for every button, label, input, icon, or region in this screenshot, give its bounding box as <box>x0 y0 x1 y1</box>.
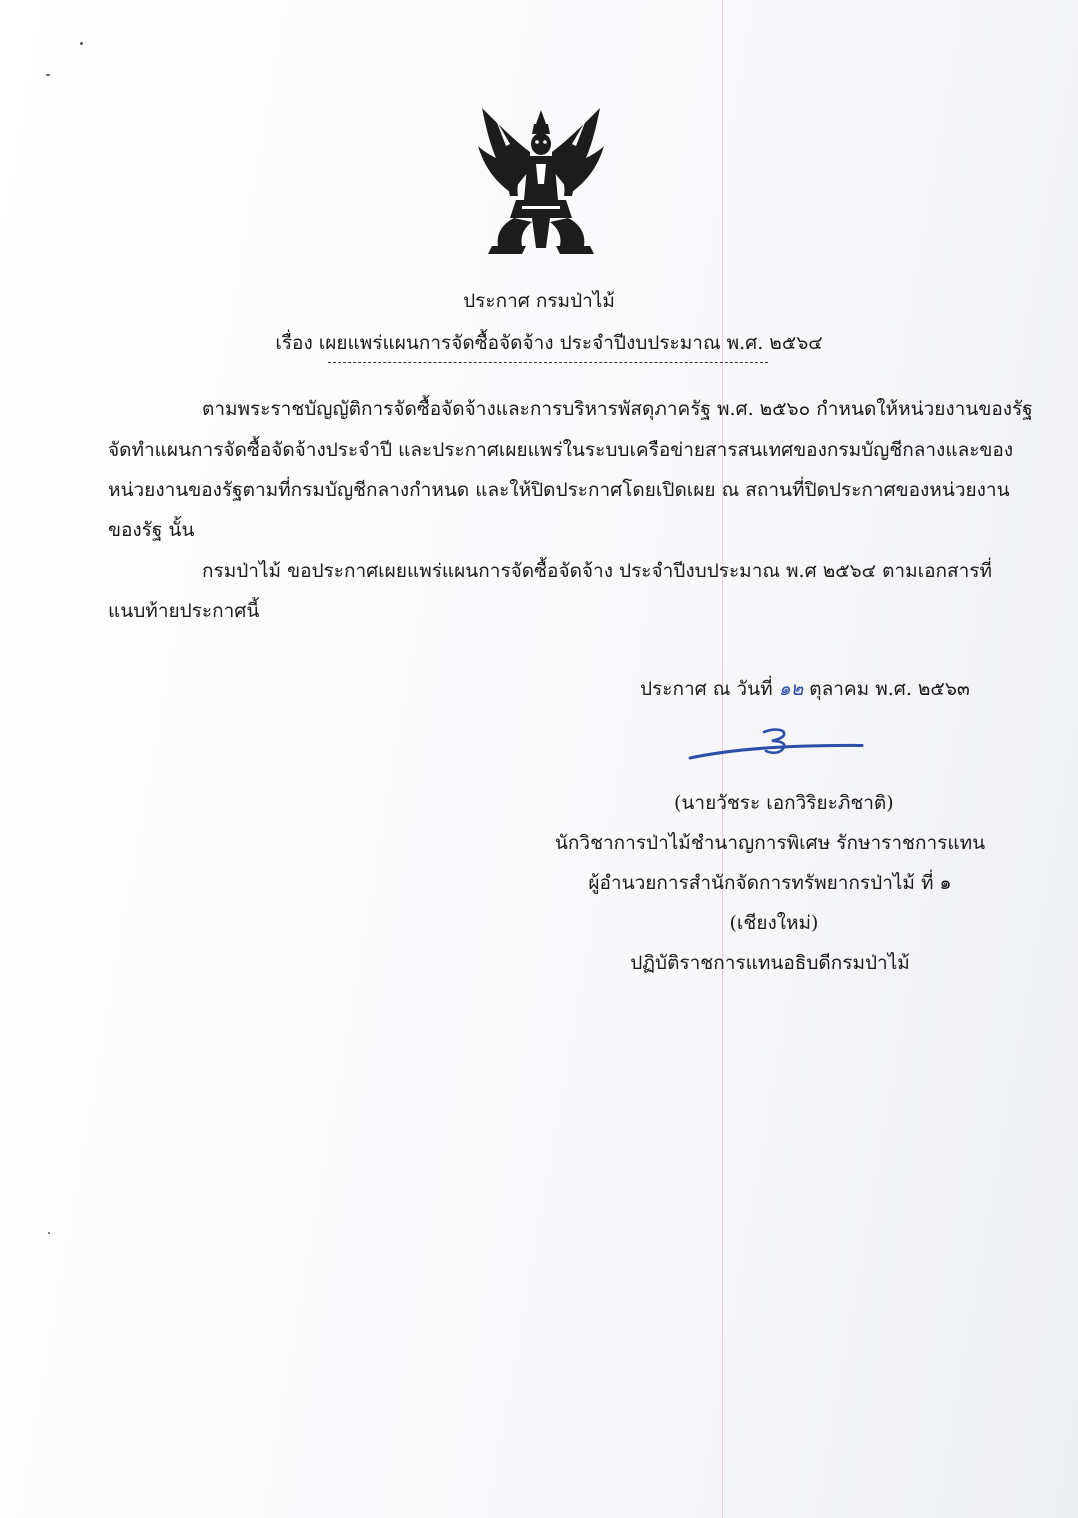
date-prefix: ประกาศ ณ วันที่ <box>640 678 773 700</box>
signer-position-4: ปฏิบัติราชการแทนอธิบดีกรมป่าไม้ <box>630 952 910 974</box>
signer-position-2: ผู้อำนวยการสำนักจัดการทรัพยากรป่าไม้ ที่ ๑ <box>588 872 952 894</box>
announcement-title: ประกาศ กรมป่าไม้ <box>463 290 615 312</box>
paragraph-2-line-1: กรมป่าไม้ ขอประกาศเผยแพร่แผนการจัดซื้อจัดจ้าง ประจำปีงบประมาณ พ.ศ ๒๕๖๔ ตามเอกสารที่ <box>202 560 993 582</box>
signer-name: (นายวัชระ เอกวิริยะภิชาติ) <box>674 792 894 814</box>
paragraph-2-line-2: แนบท้ายประกาศนี้ <box>108 600 260 622</box>
date-day-handwritten: ๑๒ <box>778 678 804 700</box>
paragraph-1-line-1: ตามพระราชบัญญัติการจัดซื้อจัดจ้างและการบริหารพัสดุภาครัฐ พ.ศ. ๒๕๖๐ กำหนดให้หน่วยงานของรัฐ <box>202 398 1033 420</box>
announcement-subject: เรื่อง เผยแพร่แผนการจัดซื้อจัดจ้าง ประจำปีงบประมาณ พ.ศ. ๒๕๖๔ <box>275 332 823 354</box>
garuda-emblem-icon <box>476 100 606 258</box>
signer-position-1: นักวิชาการป่าไม้ชำนาญการพิเศษ รักษาราชการแทน <box>554 832 986 854</box>
announcement-date <box>640 676 970 702</box>
handwritten-signature <box>688 720 864 768</box>
paragraph-1-line-3: หน่วยงานของรัฐตามที่กรมบัญชีกลางกำหนด และให้ปิดประกาศโดยเปิดเผย ณ สถานที่ปิดประกาศของหน่วยงาน <box>108 479 1010 501</box>
scan-speck <box>48 1232 50 1234</box>
signer-position-3: (เชียงใหม่) <box>729 912 819 934</box>
date-suffix: ตุลาคม พ.ศ. ๒๕๖๓ <box>809 678 970 700</box>
scan-speck <box>46 74 50 76</box>
scan-speck <box>80 42 83 45</box>
paragraph-1-line-2: จัดทำแผนการจัดซื้อจัดจ้างประจำปี และประกาศเผยแพร่ในระบบเครือข่ายสารสนเทศของกรมบัญชีกลางและของ <box>108 439 1014 461</box>
header-divider <box>328 362 768 363</box>
paragraph-1-line-4: ของรัฐ นั้น <box>108 519 195 541</box>
